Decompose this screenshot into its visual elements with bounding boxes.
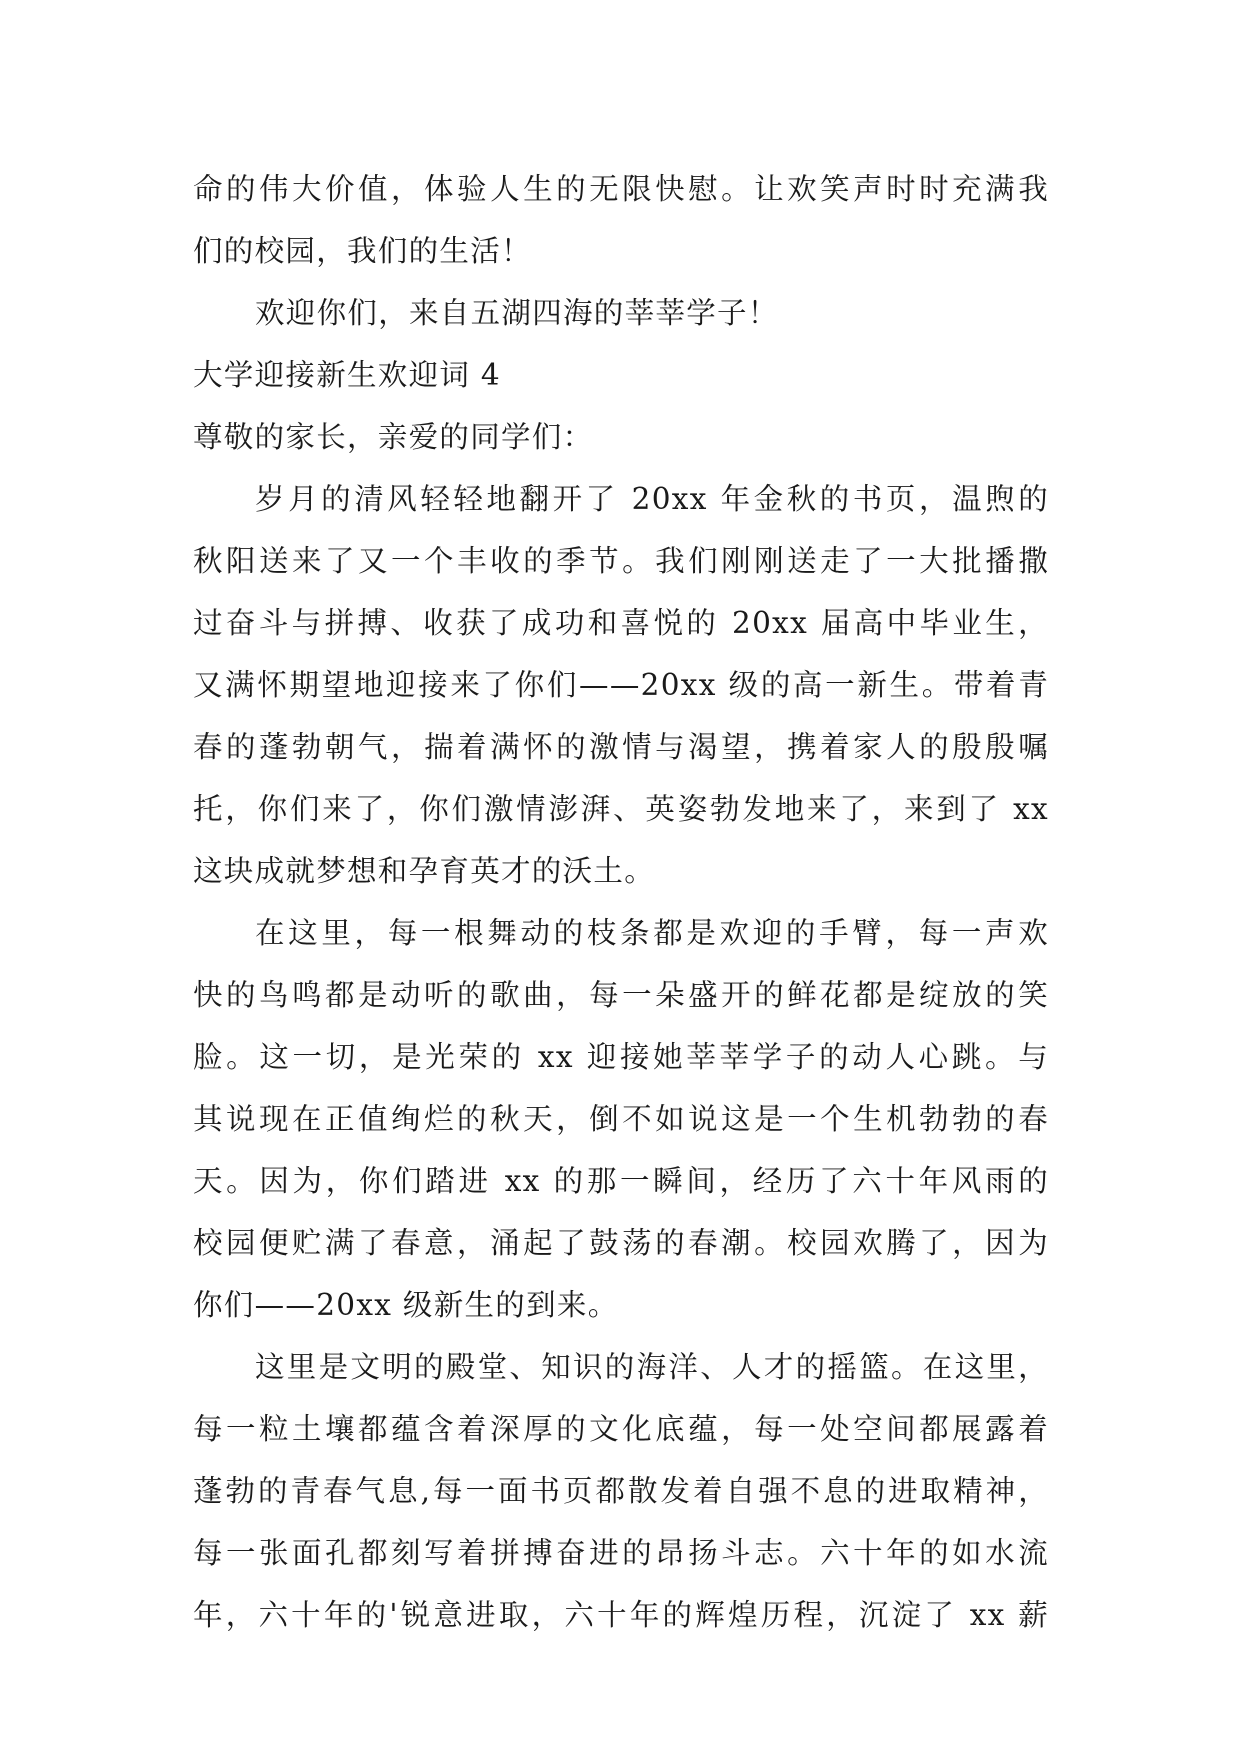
text-line: 蓬勃的青春气息,每一面书页都散发着自强不息的进取精神，: [193, 1474, 1049, 1508]
document-body: [193, 158, 1049, 1646]
text-line: 秋阳送来了又一个丰收的季节。我们刚刚送走了一大批播撒: [193, 544, 1049, 578]
text-line: 托，你们来了，你们激情澎湃、英姿勃发地来了，来到了 xx: [193, 792, 1049, 826]
text-line: 年，六十年的'锐意进取，六十年的辉煌历程，沉淀了 xx 薪: [193, 1598, 1049, 1632]
text-line: 命的伟大价值，体验人生的无限快慰。让欢笑声时时充满我: [193, 172, 1049, 206]
text-line: 欢迎你们，来自五湖四海的莘莘学子！: [255, 296, 779, 330]
text-line: 快的鸟鸣都是动听的歌曲，每一朵盛开的鲜花都是绽放的笑: [193, 978, 1049, 1012]
text-line: 这块成就梦想和孕育英才的沃土。: [193, 854, 656, 888]
text-line: 你们——20xx 级新生的到来。: [193, 1288, 619, 1322]
text-line: 们的校园，我们的生活！: [193, 234, 532, 268]
text-line: 岁月的清风轻轻地翻开了 20xx 年金秋的书页，温煦的: [255, 482, 1049, 516]
section-title: 大学迎接新生欢迎词 4: [193, 358, 501, 392]
text-line: 其说现在正值绚烂的秋天，倒不如说这是一个生机勃勃的春: [193, 1102, 1049, 1136]
text-line: 过奋斗与拼搏、收获了成功和喜悦的 20xx 届高中毕业生，: [193, 606, 1049, 640]
text-line: 这里是文明的殿堂、知识的海洋、人才的摇篮。在这里，: [255, 1350, 1049, 1384]
text-line: 每一张面孔都刻写着拼搏奋进的昂扬斗志。六十年的如水流: [193, 1536, 1049, 1570]
text-line: 每一粒土壤都蕴含着深厚的文化底蕴，每一处空间都展露着: [193, 1412, 1049, 1446]
text-line: 脸。这一切，是光荣的 xx 迎接她莘莘学子的动人心跳。与: [193, 1040, 1049, 1074]
text-line: 在这里，每一根舞动的枝条都是欢迎的手臂，每一声欢: [255, 916, 1049, 950]
text-line: 春的蓬勃朝气，揣着满怀的激情与渴望，携着家人的殷殷嘱: [193, 730, 1049, 764]
text-line: 又满怀期望地迎接来了你们——20xx 级的高一新生。带着青: [193, 668, 1049, 702]
salutation: 尊敬的家长，亲爱的同学们：: [193, 420, 594, 454]
text-line: 校园便贮满了春意，涌起了鼓荡的春潮。校园欢腾了，因为: [193, 1226, 1049, 1260]
text-line: 天。因为，你们踏进 xx 的那一瞬间，经历了六十年风雨的: [193, 1164, 1049, 1198]
